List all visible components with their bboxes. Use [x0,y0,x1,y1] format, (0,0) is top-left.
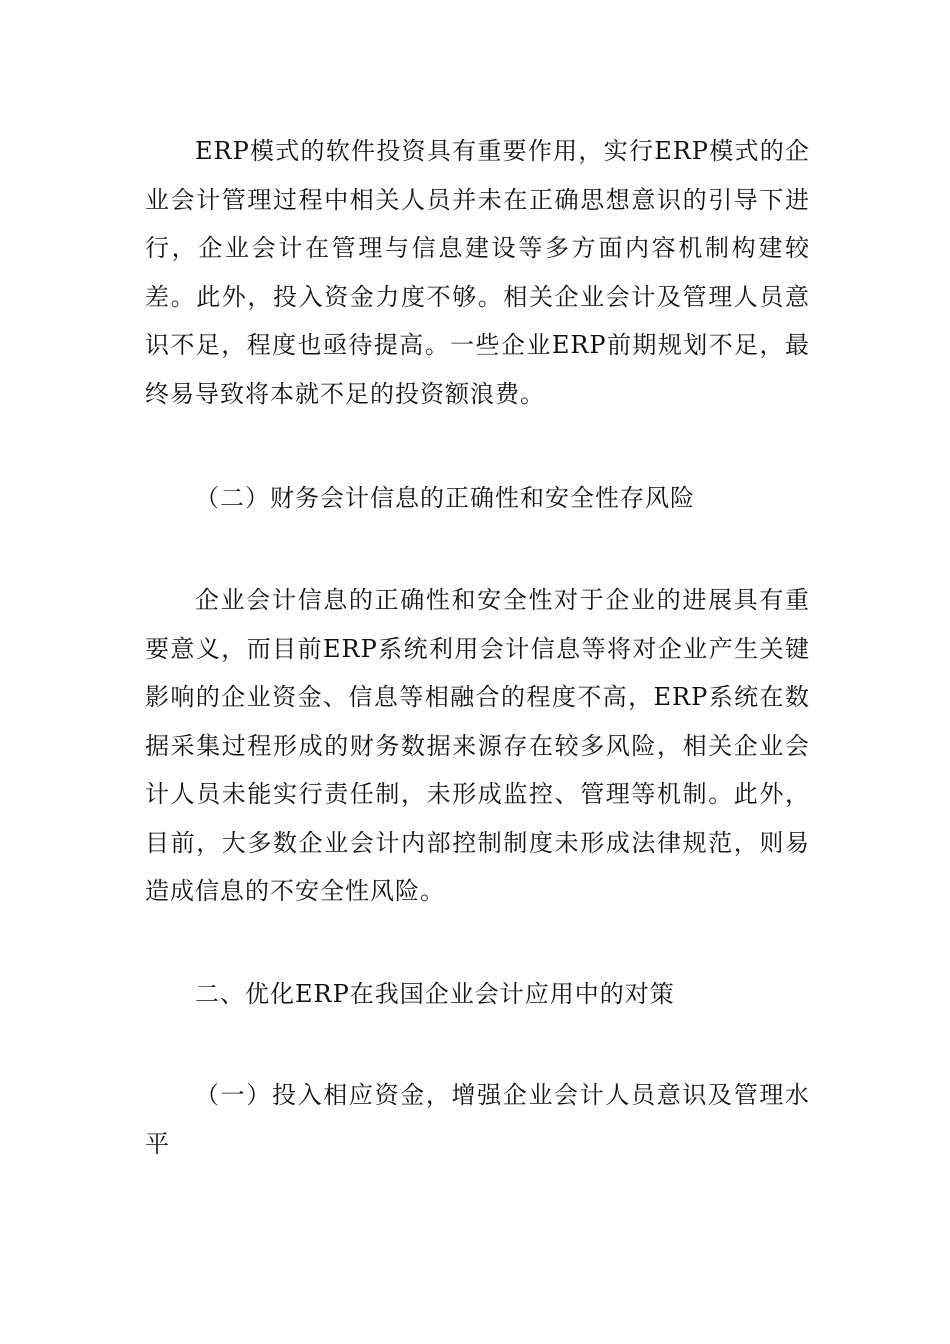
section-heading-risk: （二）财务会计信息的正确性和安全性存风险 [195,484,695,512]
section-heading-countermeasures: 二、优化ERP在我国企业会计应用中的对策 [195,980,675,1008]
body-paragraph-info-security: 企业会计信息的正确性和安全性对于企业的进展具有重要意义，而目前ERP系统利用会计信息等将对企业产生关键影响的企业资金、信息等相融合的程度不高，ERP系统在数据采集过程形成的财务数据来源存在较多风险，相关企业会计人员未能实行责任制，未形成监控、管理等机制。此外，目前，大多数企业会计内部控制制度未形成法律规范，则易造成信息的不安全性风险。 [145,586,810,905]
subsection-heading-funding: （一）投入相应资金，增强企业会计人员意识及管理水平 [145,1081,810,1158]
body-paragraph-erp-investment: ERP模式的软件投资具有重要作用，实行ERP模式的企业会计管理过程中相关人员并未在正确思想意识的引导下进行，企业会计在管理与信息建设等多方面内容机制构建较差。此外，投入资金力度不够。相关企业会计及管理人员意识不足，程度也亟待提高。一些企业ERP前期规划不足，最终易导致将本就不足的投资额浪费。 [145,137,810,408]
